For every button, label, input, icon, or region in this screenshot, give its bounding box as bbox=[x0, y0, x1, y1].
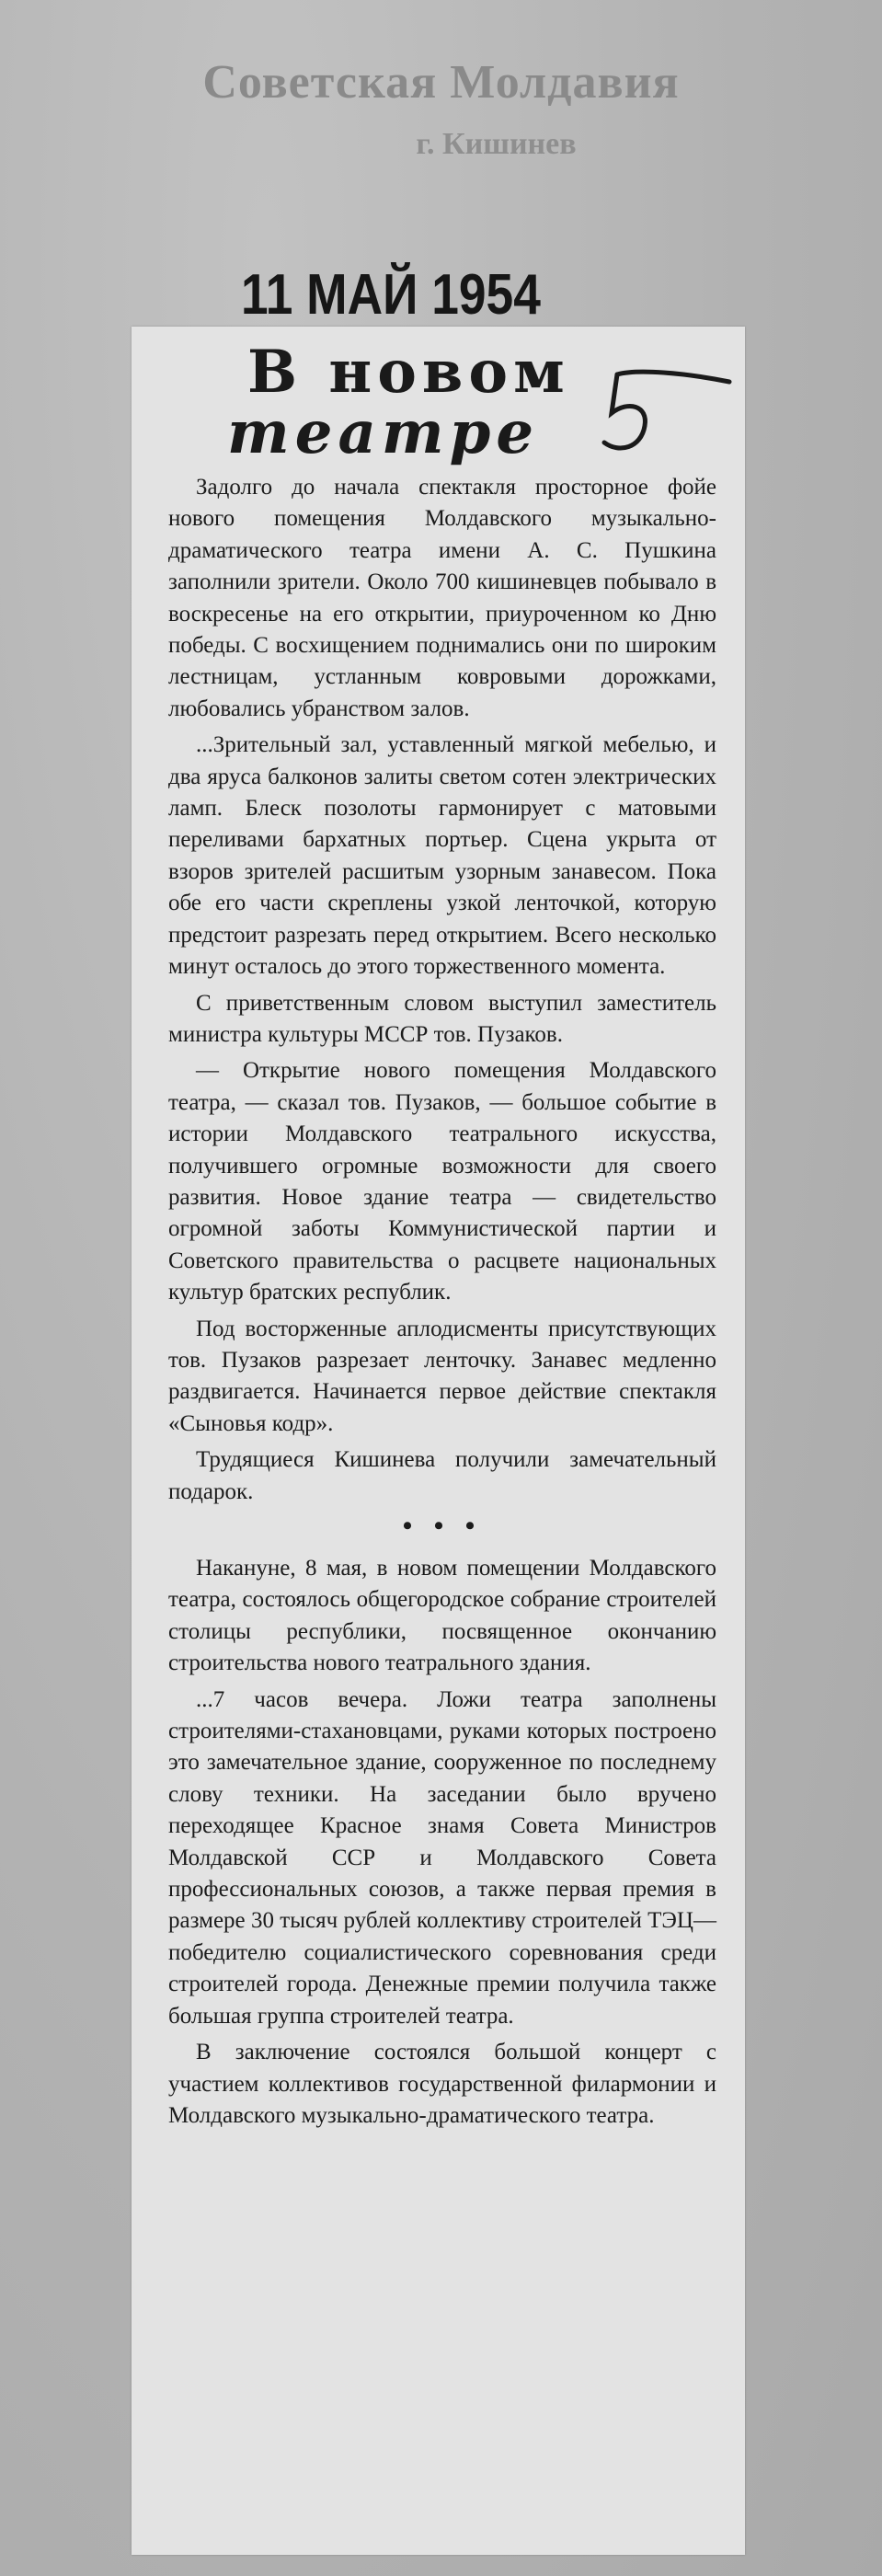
headline-line-1: В новом bbox=[247, 338, 570, 407]
headline-line-2: театре bbox=[227, 398, 540, 467]
newspaper-city-stamp: г. Кишинев bbox=[416, 127, 577, 161]
date-stamp: 11 МАЙ 1954 bbox=[241, 263, 541, 327]
article-paragraph: С приветственным словом выступил заместитель министра культуры МССР тов. Пузаков. bbox=[168, 990, 716, 1047]
article-paragraph: ...Зрительный зал, уставленный мягкой мебелью, и два яруса балконов залиты светом сотен электрических ламп. Блеск позолоты гармонирует с матовыми переливами бархатных портьер. Сцена укрыта от взоров зрителей расшитым узорным занавесом. Пока обе его части скреплены узкой ленточкой, которую предстоит разрезать перед открытием. Всего несколько минут осталось до этого торжественного момента. bbox=[168, 732, 716, 980]
article-paragraph: ...7 часов вечера. Ложи театра заполнены строителями-стахановцами, руками которых построено это замечательное здание, сооруженное по последнему слову техники. На заседании было вручено переходящее Красное знамя Совета Министров Молдавской ССР и Молдавского Совета профессиональных союзов, а также первая премия в размере 30 тысяч рублей коллективу строителей ТЭЦ—победителю социалистического соревнования среди строителей города. Денежные премии получила также большая группа строителей театра. bbox=[168, 1686, 716, 2029]
article-paragraph: — Открытие нового помещения Молдавского театра, — сказал тов. Пузаков, — большое событие в истории Молдавского театрального искусства, получившего огромные возможности для своего развития. Новое здание театра — свидетельство огромной заботы Коммунистической партии и Советского правительства о расцвете национальных культур братских республик. bbox=[168, 1058, 716, 1305]
article-paragraph: Накануне, 8 мая, в новом помещении Молдавского театра, состоялось общегородское собрание строителей столицы республики, посвященное окончанию строительства нового театрального здания. bbox=[168, 1556, 716, 1676]
handwritten-number-mark bbox=[601, 363, 739, 474]
newspaper-clipping bbox=[132, 327, 745, 2555]
article-paragraph: Задолго до начала спектакля просторное фойе нового помещения Молдавского музыкально-драматического театра имени А. С. Пушкина заполнили зрители. Около 700 кишиневцев побывало в воскресенье на его открытии, приуроченном ко Дню победы. С восхищением поднимались они по широким лестницам, устланным ковровыми дорожками, любовались убранством залов. bbox=[168, 475, 716, 721]
article-body bbox=[168, 472, 716, 2136]
article-paragraph: В заключение состоялся большой концерт с участием коллективов государственной филармонии и Молдавского музыкально-драматического театра. bbox=[168, 2040, 716, 2128]
newspaper-name-stamp: Советская Молдавия bbox=[202, 56, 680, 109]
section-separator: • • • bbox=[402, 1511, 483, 1541]
article-paragraph: Под восторженные аплодисменты присутствующих тов. Пузаков разрезает ленточку. Занавес медленно раздвигается. Начинается первое действие спектакля «Сыновья кодр». bbox=[168, 1316, 716, 1436]
article-paragraph: Трудящиеся Кишинева получили замечательный подарок. bbox=[168, 1447, 716, 1504]
